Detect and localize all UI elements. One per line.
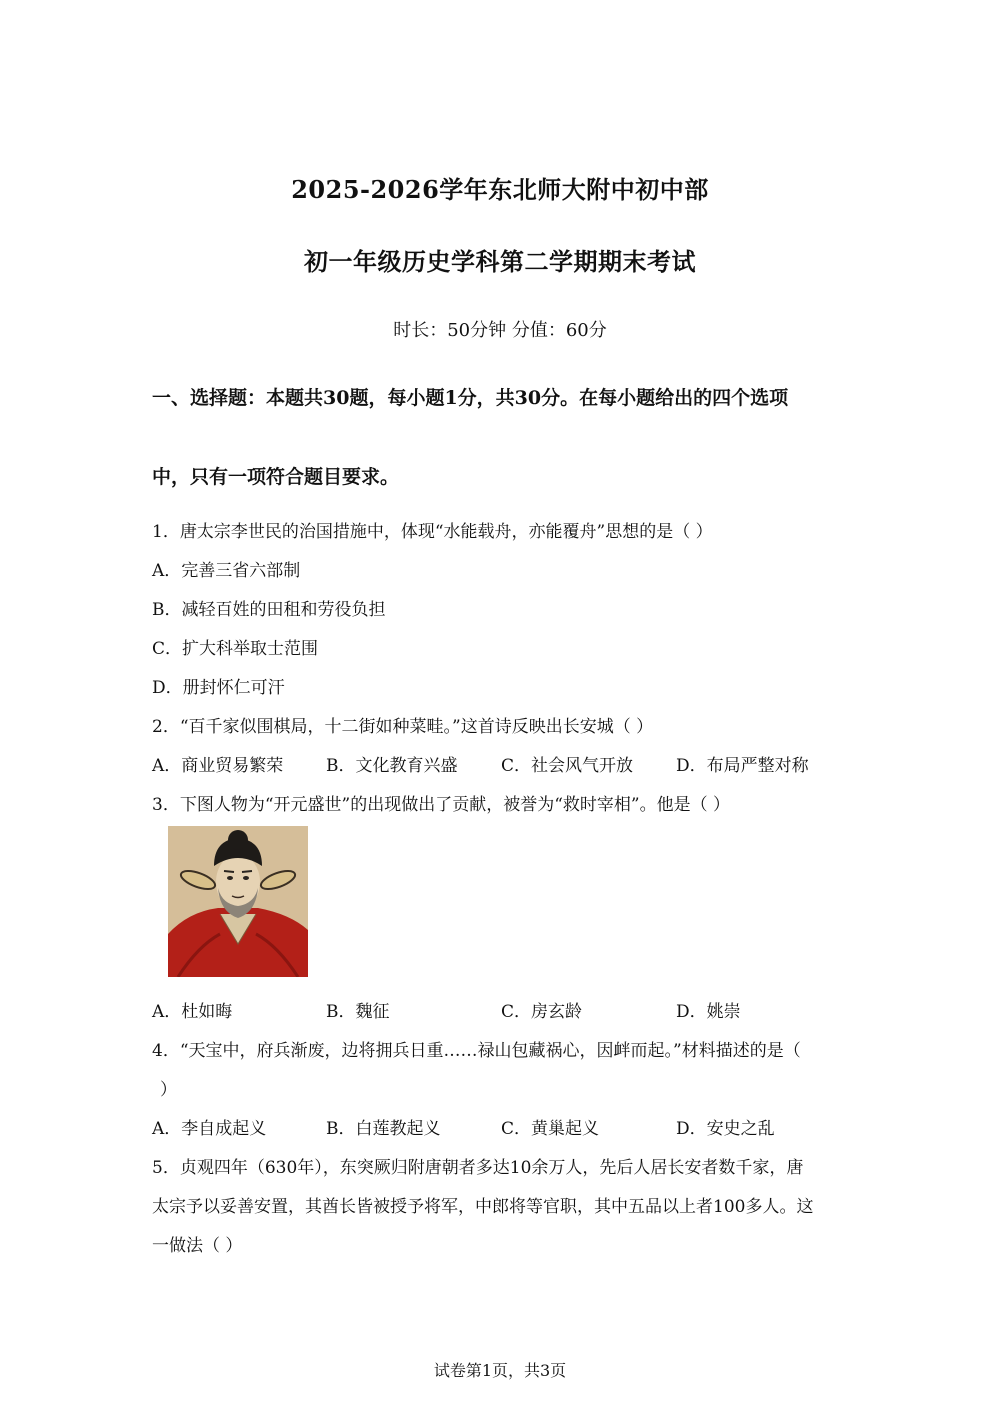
q1-stem: 1．唐太宗李世民的治国措施中，体现“水能载舟，亦能覆舟”思想的是（ ） bbox=[152, 522, 713, 542]
exam-title-line2: 初一年级历史学科第二学期期末考试 bbox=[304, 247, 696, 276]
q5-stem-line2: 太宗予以妥善安置，其酋长皆被授予将军，中郎将等官职，其中五品以上者100多人。这 bbox=[152, 1197, 814, 1217]
section-heading-line2: 中，只有一项符合题目要求。 bbox=[152, 466, 400, 488]
exam-meta: 时长：50分钟 分值：60分 bbox=[393, 320, 607, 341]
q1-option-d: D．册封怀仁可汗 bbox=[152, 678, 285, 698]
q2-stem: 2．“百千家似围棋局，十二街如种菜畦。”这首诗反映出长安城（ ） bbox=[152, 717, 654, 737]
q4-option-c: C．黄巢起义 bbox=[501, 1119, 600, 1139]
q2-option-c: C．社会风气开放 bbox=[501, 756, 634, 776]
q4-option-d: D．安史之乱 bbox=[676, 1119, 775, 1139]
page-footer: 试卷第1页，共3页 bbox=[433, 1361, 567, 1380]
q4-option-b: B．白莲教起义 bbox=[326, 1119, 441, 1139]
q5-stem-line1: 5．贞观四年（630年），东突厥归附唐朝者多达10余万人，先后人居长安者数千家，唐 bbox=[152, 1158, 804, 1178]
q3-option-c: C．房玄龄 bbox=[501, 1002, 583, 1022]
q4-stem-line2: ） bbox=[160, 1080, 177, 1100]
q1-option-b: B．减轻百姓的田租和劳役负担 bbox=[152, 600, 386, 620]
q3-option-d: D．姚崇 bbox=[676, 1002, 741, 1022]
q3-option-a: A．杜如晦 bbox=[152, 1002, 233, 1022]
q1-option-c: C．扩大科举取士范围 bbox=[152, 639, 319, 659]
q3-option-b: B．魏征 bbox=[326, 1002, 390, 1022]
portrait-image bbox=[168, 826, 308, 977]
q1-option-a: A．完善三省六部制 bbox=[152, 561, 301, 581]
q2-option-d: D．布局严整对称 bbox=[676, 756, 809, 776]
portrait-illustration bbox=[168, 826, 308, 977]
q2-option-b: B．文化教育兴盛 bbox=[326, 756, 458, 776]
q3-stem: 3．下图人物为“开元盛世”的出现做出了贡献，被誉为“救时宰相”。他是（ ） bbox=[152, 795, 730, 815]
q4-option-a: A．李自成起义 bbox=[152, 1119, 267, 1139]
exam-title-line1: 2025-2026学年东北师大附中初中部 bbox=[291, 175, 709, 204]
q2-option-a: A．商业贸易繁荣 bbox=[152, 756, 284, 776]
section-heading-line1: 一、选择题：本题共30题，每小题1分，共30分。在每小题给出的四个选项 bbox=[152, 387, 789, 409]
q5-stem-line3: 一做法（ ） bbox=[152, 1236, 243, 1256]
q4-stem-line1: 4．“天宝中，府兵渐废，边将拥兵日重……禄山包藏祸心，因衅而起。”材料描述的是（ bbox=[152, 1041, 801, 1061]
